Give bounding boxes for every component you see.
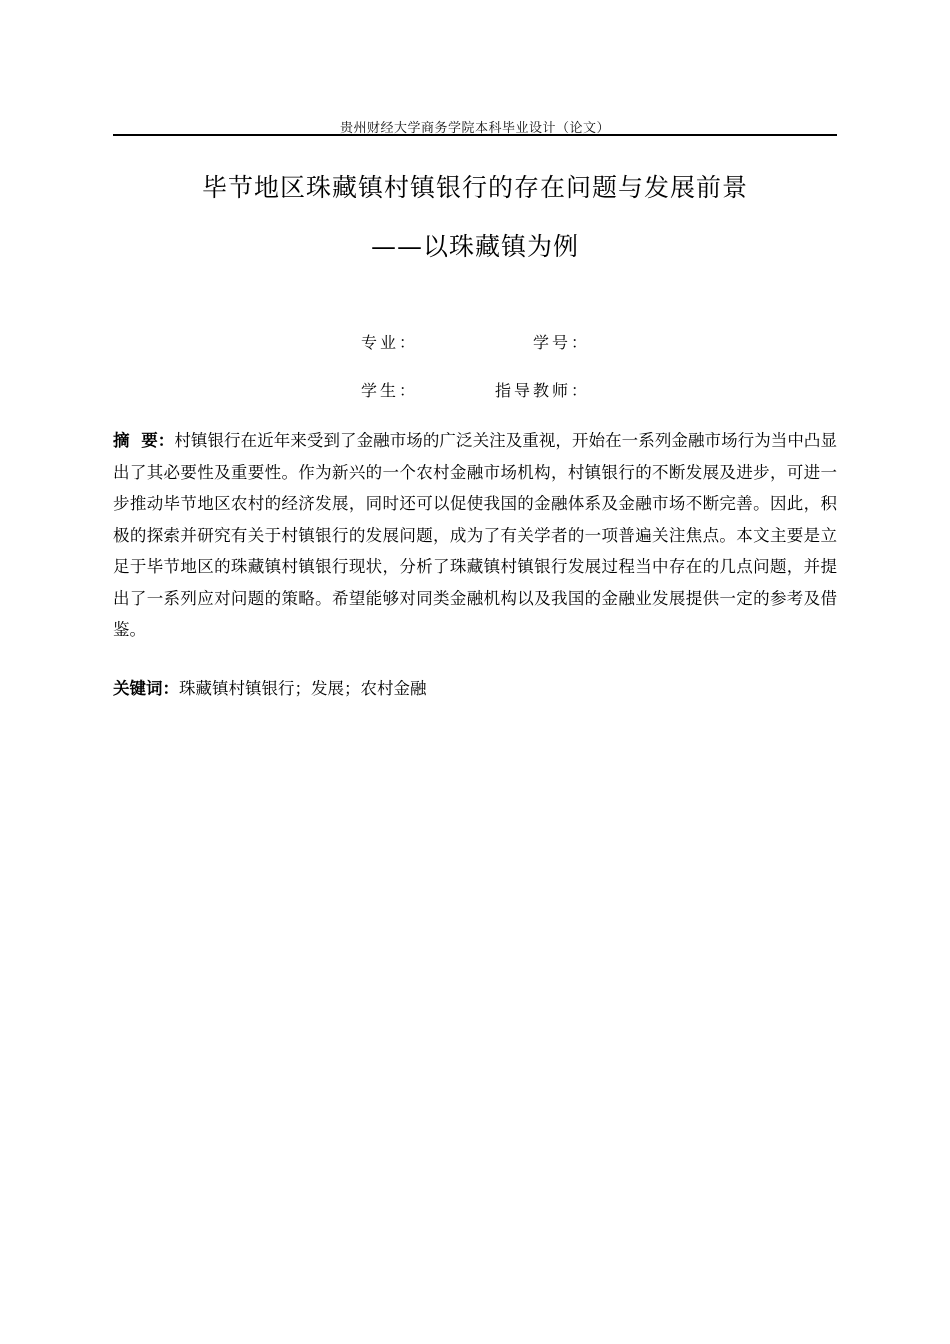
running-header: 贵州财经大学商务学院本科毕业设计（论文） [339, 121, 610, 136]
advisor-label: 指导教师： [495, 381, 591, 400]
student-id-label: 学号： [533, 333, 591, 352]
abstract-text: 村镇银行在近年来受到了金融市场的广泛关注及重视，开始在一系列金融市场行为当中凸显出了其必要性及重要性。作为新兴的一个农村金融市场机构，村镇银行的不断发展及进步，可进一步推动毕节地区农村的经济发展，同时还可以促使我国的金融体系及金融市场不断完善。因此，积极的探索并研究有关于村镇银行的发展问题，成为了有关学者的一项普遍关注焦点。本文主要是立足于毕节地区的珠藏镇村镇银行现状，分析了珠藏镇村镇银行发展过程当中存在的几点问题，并提出了一系列应对问题的策略。希望能够对同类金融机构以及我国的金融业发展提供一定的参考及借鉴。 [113, 431, 838, 639]
thesis-subtitle: ——以珠藏镇为例 [370, 232, 579, 261]
abstract-label: 摘 要： [113, 431, 175, 450]
abstract-paragraph [113, 425, 837, 646]
header-divider [113, 134, 837, 136]
keywords-text: 珠藏镇村镇银行；发展；农村金融 [179, 679, 427, 698]
keywords-label: 关键词： [113, 679, 179, 698]
keywords-line [113, 675, 837, 699]
student-name-label: 学生： [361, 381, 419, 400]
thesis-title: 毕节地区珠藏镇村镇银行的存在问题与发展前景 [201, 173, 748, 202]
major-label: 专业： [361, 333, 419, 352]
